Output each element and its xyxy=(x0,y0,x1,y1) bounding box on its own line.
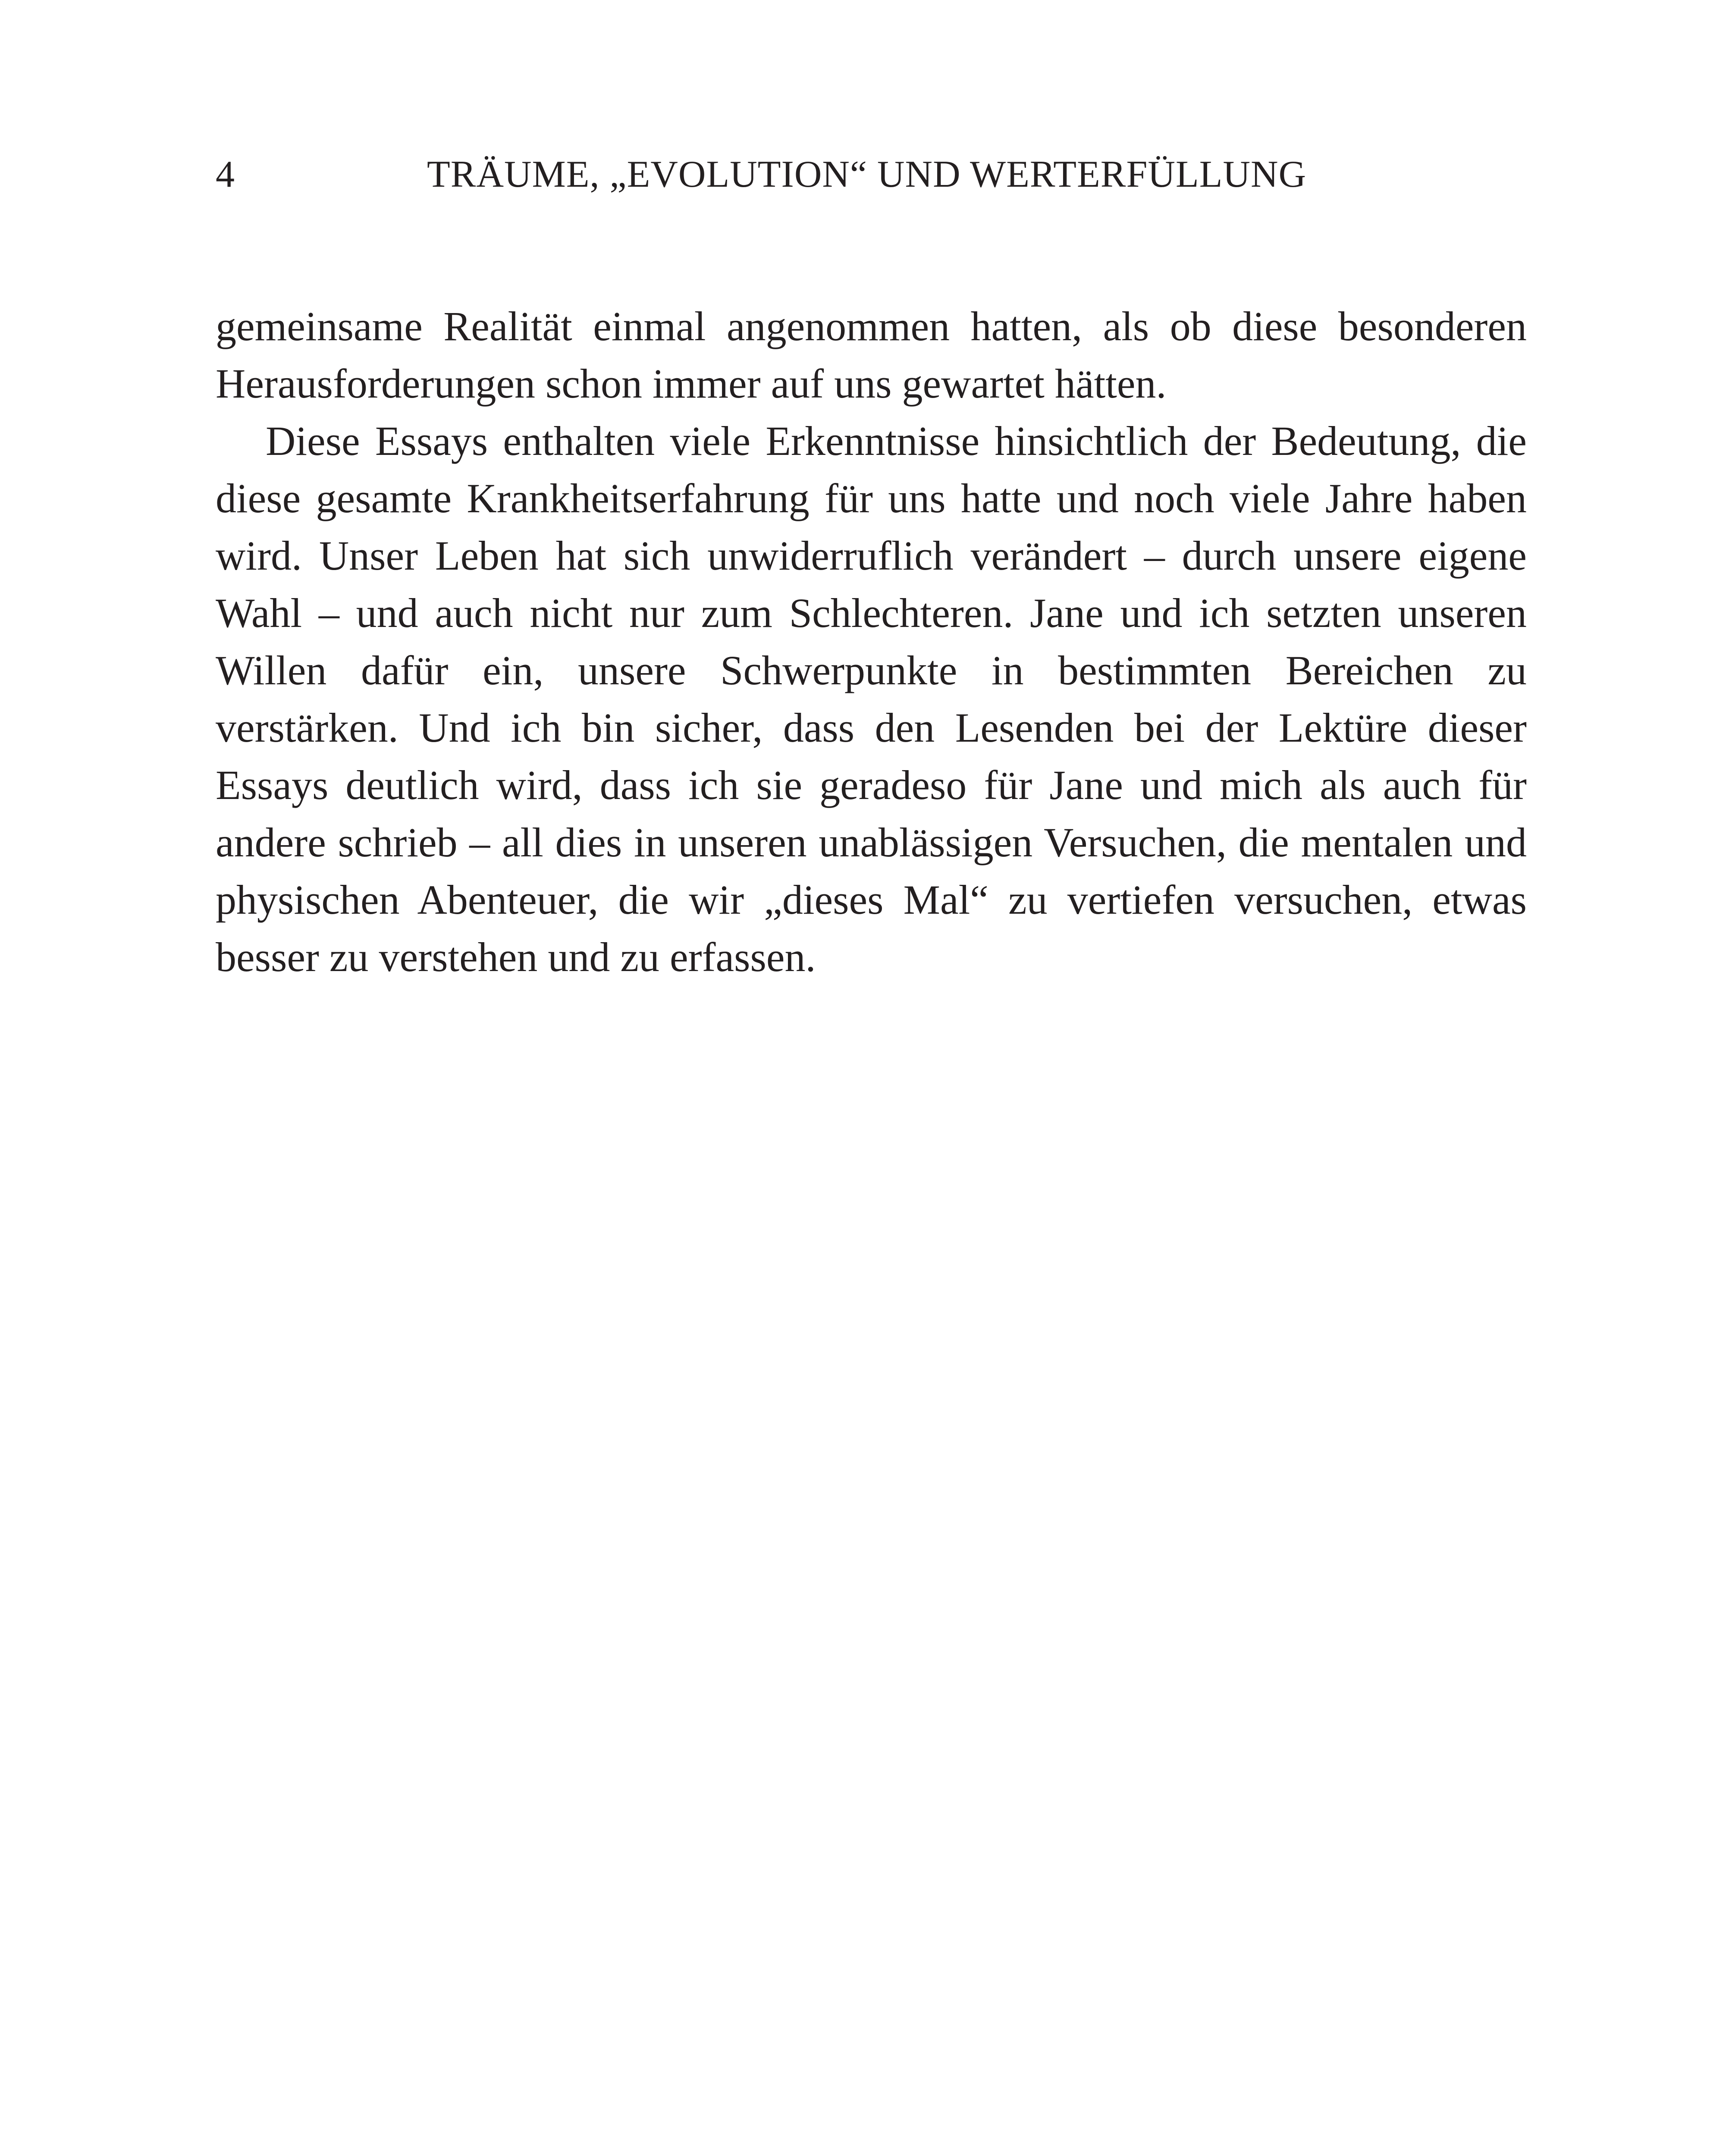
paragraph-continuation: gemeinsame Realität einmal angenommen hatten, als ob diese besonderen Herausforderungen schon immer auf uns gewartet hätten. xyxy=(216,303,1527,407)
page-number: 4 xyxy=(216,154,235,195)
paragraph: Diese Essays enthalten viele Erkenntnisse hinsichtlich der Bedeutung, die diese gesamte Krankheitserfahrung für uns hatte und noch viele Jahre haben wird. Unser Leben hat sich unwiderruflich verändert – durch unsere eigene Wahl – und auch nicht nur zum Schlechteren. Jane und ich setzten unseren Willen dafür ein, unsere Schwerpunkte in bestimmten Bereichen zu verstärken. Und ich bin sicher, dass den Lesenden bei der Lektüre dieser Essays deutlich wird, dass ich sie geradeso für Jane und mich als auch für andere schrieb – all dies in unseren unablässigen Versuchen, die mentalen und physischen Abenteuer, die wir „dieses Mal“ zu vertiefen versuchen, etwas besser zu verstehen und zu erfassen. xyxy=(216,418,1527,980)
running-title: TRÄUME, „EVOLUTION“ UND WERTERFÜLLUNG xyxy=(427,154,1307,195)
body-text xyxy=(216,298,1527,986)
running-head xyxy=(216,142,1315,207)
